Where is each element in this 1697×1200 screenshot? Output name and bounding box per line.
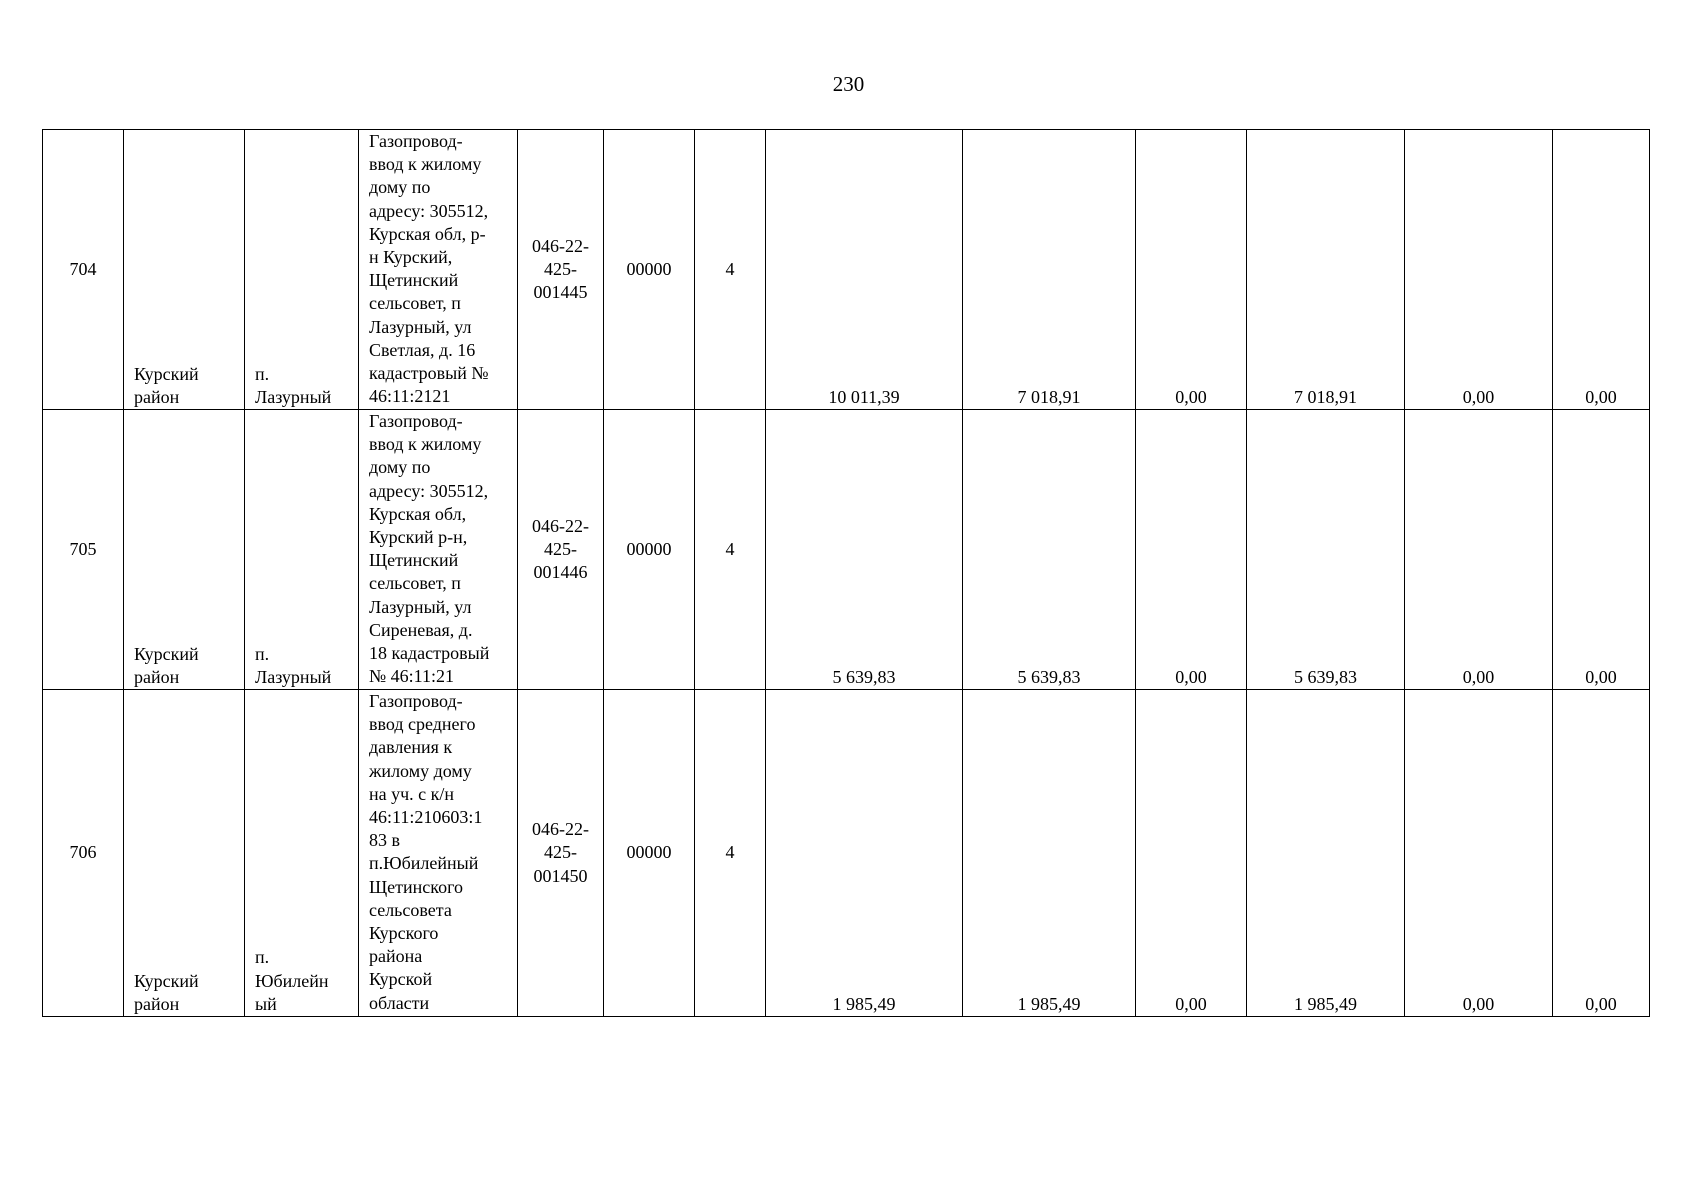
code-cell: 046-22- 425- 001445 bbox=[518, 130, 604, 410]
value-cell: 7 018,91 bbox=[963, 130, 1136, 410]
settlement-cell: п. Лазурный bbox=[245, 410, 359, 690]
value-cell: 0,00 bbox=[1553, 130, 1650, 410]
value-cell: 5 639,83 bbox=[766, 410, 963, 690]
count-cell: 4 bbox=[695, 410, 766, 690]
value-cell: 0,00 bbox=[1136, 130, 1247, 410]
kind-cell: 00000 bbox=[604, 690, 695, 1017]
settlement-cell: п. Юбилейн ый bbox=[245, 690, 359, 1017]
district-cell: Курский район bbox=[124, 130, 245, 410]
description-cell: Газопровод- ввод к жилому дому по адресу: 305512, Курская обл, Курский р-н, Щетинский сельсовет, п Лазурный, ул Сиреневая, д. 18 кадастровый № 46:11:21 bbox=[359, 410, 518, 690]
value-cell: 1 985,49 bbox=[766, 690, 963, 1017]
value-cell: 5 639,83 bbox=[963, 410, 1136, 690]
value-cell: 0,00 bbox=[1553, 690, 1650, 1017]
value-cell: 5 639,83 bbox=[1247, 410, 1405, 690]
page-number: 230 bbox=[832, 72, 865, 96]
row-number: 704 bbox=[43, 130, 124, 410]
row-number: 706 bbox=[43, 690, 124, 1017]
value-cell: 0,00 bbox=[1553, 410, 1650, 690]
count-cell: 4 bbox=[695, 690, 766, 1017]
table-row bbox=[43, 130, 1650, 410]
district-cell: Курский район bbox=[124, 690, 245, 1017]
row-number: 705 bbox=[43, 410, 124, 690]
code-cell: 046-22- 425- 001446 bbox=[518, 410, 604, 690]
description-cell: Газопровод- ввод к жилому дому по адресу: 305512, Курская обл, р- н Курский, Щетинский сельсовет, п Лазурный, ул Светлая, д. 16 кадастровый № 46:11:2121 bbox=[359, 130, 518, 410]
value-cell: 10 011,39 bbox=[766, 130, 963, 410]
value-cell: 7 018,91 bbox=[1247, 130, 1405, 410]
settlement-cell: п. Лазурный bbox=[245, 130, 359, 410]
value-cell: 0,00 bbox=[1405, 690, 1553, 1017]
code-cell: 046-22- 425- 001450 bbox=[518, 690, 604, 1017]
kind-cell: 00000 bbox=[604, 130, 695, 410]
value-cell: 0,00 bbox=[1136, 410, 1247, 690]
count-cell: 4 bbox=[695, 130, 766, 410]
table-row bbox=[43, 410, 1650, 690]
value-cell: 0,00 bbox=[1405, 130, 1553, 410]
value-cell: 0,00 bbox=[1405, 410, 1553, 690]
kind-cell: 00000 bbox=[604, 410, 695, 690]
value-cell: 1 985,49 bbox=[1247, 690, 1405, 1017]
description-cell: Газопровод- ввод среднего давления к жилому дому на уч. с к/н 46:11:210603:1 83 в п.Юбилейный Щетинского сельсовета Курского района Курской области bbox=[359, 690, 518, 1017]
value-cell: 1 985,49 bbox=[963, 690, 1136, 1017]
district-cell: Курский район bbox=[124, 410, 245, 690]
table-row bbox=[43, 690, 1650, 1017]
registry-table bbox=[42, 129, 1650, 1017]
value-cell: 0,00 bbox=[1136, 690, 1247, 1017]
